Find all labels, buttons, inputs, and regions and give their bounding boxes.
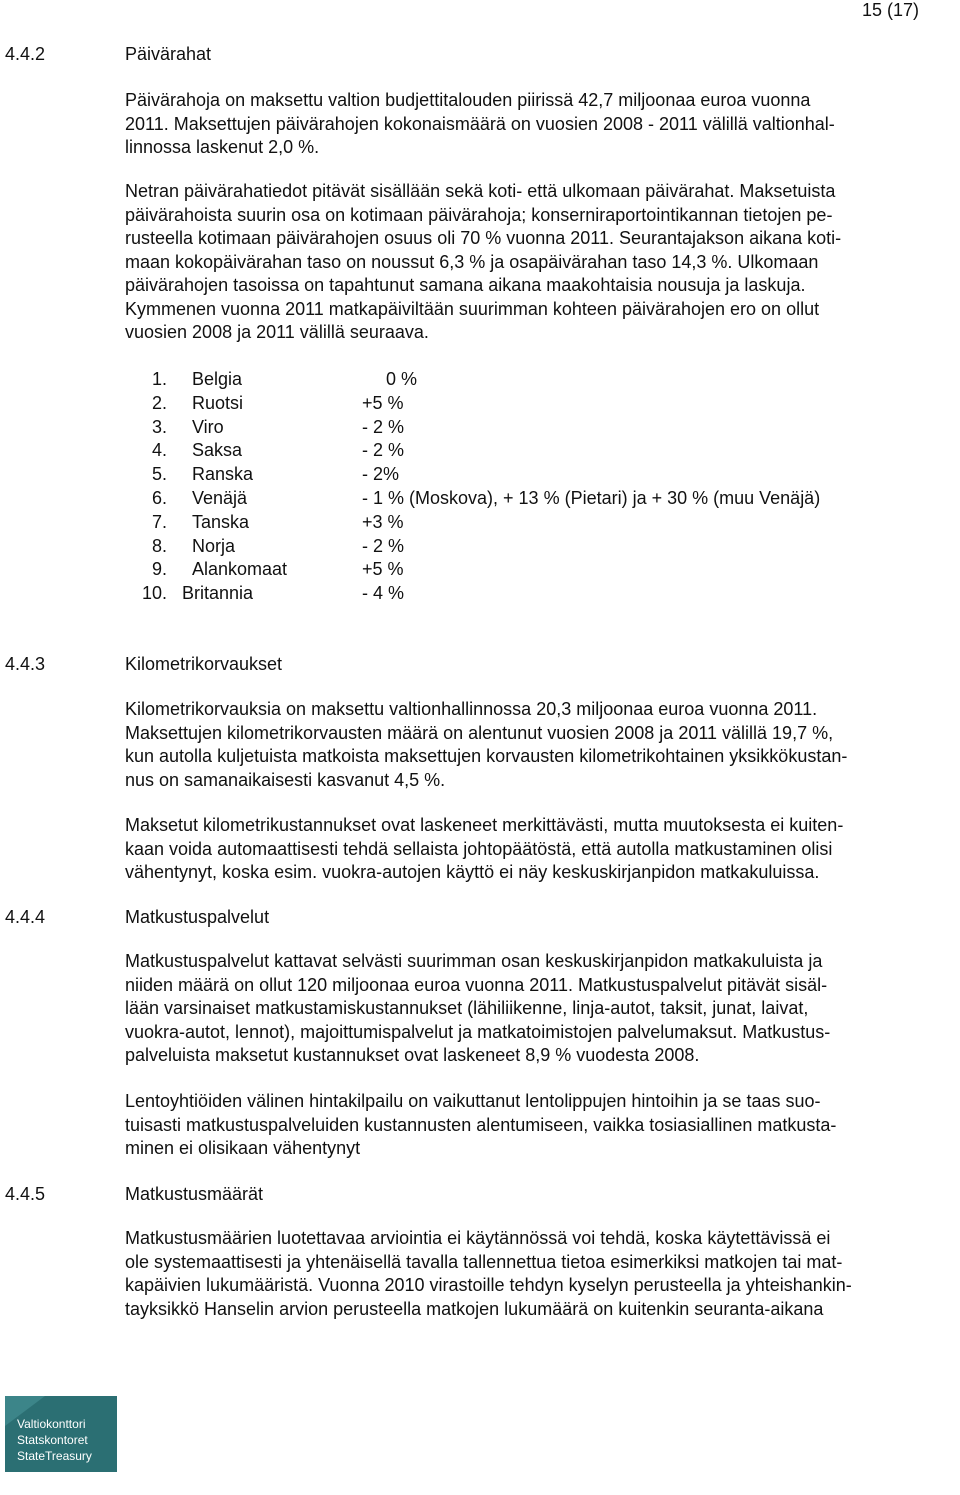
list-change: - 1 % (Moskova), + 13 % (Pietari) ja + 30 % (muu Venäjä) bbox=[362, 487, 821, 508]
text-line: tuisasti matkustuspalveluiden kustannusten alentumiseen, vaikka tosiasiallinen matkusta- bbox=[125, 1114, 837, 1135]
list-item bbox=[152, 392, 820, 416]
list-number: 7. bbox=[152, 511, 168, 532]
list-country: Belgia bbox=[192, 369, 243, 389]
list-change: +5 % bbox=[362, 559, 404, 580]
text-line: Kymmenen vuonna 2011 matkapäiviltään suurimman kohteen päivärahojen ero on ollut bbox=[125, 298, 820, 319]
list-item bbox=[142, 582, 820, 606]
list-change: - 2 % bbox=[362, 440, 405, 461]
text-line: nus on samanaikaisesti kasvanut 4,5 %. bbox=[125, 769, 446, 790]
list-country: Viro bbox=[192, 416, 224, 437]
text-line: rusteella kotimaan päivärahojen osuus oli 70 % vuonna 2011. Seurantajakson aikana koti- bbox=[125, 228, 842, 248]
text-line: ole systemaattisesti ja yhtenäisellä tavalla tallennettua tietoa esimerkiksi matkojen tai mat- bbox=[125, 1251, 843, 1272]
text-line: palveluista maksetut kustannukset ovat laskeneet 8,9 % vuodesta 2008. bbox=[125, 1045, 700, 1065]
list-item bbox=[152, 416, 820, 440]
logo-line: Statskontoret bbox=[17, 1433, 88, 1447]
list-change: +3 % bbox=[362, 511, 404, 532]
text-line: kun autolla kuljetuista matkoista maksettujen korvausten kilometrikohtainen yksikkökustan- bbox=[125, 746, 848, 766]
section-heading-matkustuspalvelut bbox=[5, 906, 269, 928]
state-treasury-logo bbox=[5, 1396, 117, 1472]
paragraph-matkustuspalvelut-2 bbox=[125, 1090, 836, 1161]
text-line: linnossa laskenut 2,0 %. bbox=[125, 137, 320, 157]
list-number: 8. bbox=[152, 535, 168, 556]
list-country: Ruotsi bbox=[192, 392, 244, 413]
list-number: 6. bbox=[152, 487, 168, 508]
list-change: - 2 % bbox=[362, 416, 405, 437]
text-line: vuokra-autot, lennot), majoittumispalvelut ja matkatoimistojen palvelumaksut. Matkustus- bbox=[125, 1021, 831, 1042]
section-title: Päivärahat bbox=[125, 44, 212, 64]
text-line: tayksikkö Hanselin arvion perusteella matkojen lukumäärä on kuitenkin seuranta-aikana bbox=[125, 1298, 824, 1319]
list-number: 10. bbox=[142, 583, 168, 604]
text-line: kaan voida automaattisesti tehdä sellaista johtopäätöstä, että autolla matkustaminen olisi bbox=[125, 838, 833, 859]
list-country: Alankomaat bbox=[192, 559, 288, 580]
section-number: 4.4.3 bbox=[5, 654, 46, 674]
page-number: 15 (17) bbox=[862, 0, 920, 20]
list-item bbox=[152, 487, 820, 511]
list-item bbox=[152, 439, 820, 463]
text-line: Maksettujen kilometrikorvausten määrä on alentunut vuosien 2008 ja 2011 välillä 19,7 %, bbox=[125, 722, 834, 743]
text-line: maan kokopäivärahan taso on noussut 6,3 % ja osapäivärahan taso 14,3 %. Ulkomaan bbox=[125, 251, 819, 272]
text-line: päivärahojen tasoissa on tapahtunut samana aikana maakohtaisia nousuja ja laskuja. bbox=[125, 275, 806, 295]
text-line: vuosien 2008 ja 2011 välillä seuraava. bbox=[125, 322, 429, 342]
text-line: Kilometrikorvauksia on maksettu valtionhallinnossa 20,3 miljoonaa euroa vuonna 2011. bbox=[125, 699, 818, 719]
text-line: Päivärahoja on maksettu valtion budjettitalouden piirissä 42,7 miljoonaa euroa vuonna bbox=[125, 90, 811, 110]
section-title: Kilometrikorvaukset bbox=[125, 654, 283, 674]
list-item bbox=[152, 535, 820, 559]
section-number: 4.4.5 bbox=[5, 1184, 46, 1204]
text-line: kapäivien lukumääristä. Vuonna 2010 virastoille tehdyn kyselyn perusteella ja yhteishankin- bbox=[125, 1275, 852, 1295]
list-number: 9. bbox=[152, 559, 168, 580]
section-number: 4.4.4 bbox=[5, 907, 46, 927]
section-heading-matkustusmaarat bbox=[5, 1183, 263, 1205]
list-number: 3. bbox=[152, 416, 168, 437]
paragraph-matkustusmaarat-1 bbox=[125, 1227, 852, 1321]
text-line: niiden määrä on ollut 120 miljoonaa euroa vuonna 2011. Matkustuspalvelut pitävät sisäl- bbox=[125, 974, 828, 995]
list-change: +5 % bbox=[362, 392, 404, 413]
paragraph-matkustuspalvelut-1 bbox=[125, 950, 830, 1068]
list-item bbox=[152, 368, 820, 392]
list-country: Britannia bbox=[182, 583, 254, 604]
list-change: 0 % bbox=[386, 369, 418, 389]
text-line: Maksetut kilometrikustannukset ovat laskeneet merkittävästi, mutta muutoksesta ei kuiten- bbox=[125, 815, 844, 835]
list-number: 5. bbox=[152, 464, 168, 485]
logo-line: StateTreasury bbox=[17, 1449, 92, 1463]
paragraph-paivarahat-1 bbox=[125, 89, 835, 160]
list-country: Tanska bbox=[192, 511, 250, 532]
list-country: Saksa bbox=[192, 440, 243, 461]
list-number: 4. bbox=[152, 440, 168, 461]
list-item bbox=[152, 511, 820, 535]
text-line: Matkustusmäärien luotettavaa arviointia ei käytännössä voi tehdä, koska käytettävissä ei bbox=[125, 1228, 831, 1248]
list-change: - 2 % bbox=[362, 535, 405, 556]
section-heading-kilometrikorvaukset bbox=[5, 653, 282, 675]
paragraph-kilometrikorvaukset-2 bbox=[125, 814, 843, 885]
list-item bbox=[152, 463, 820, 487]
list-number: 1. bbox=[152, 369, 168, 389]
section-title: Matkustusmäärät bbox=[125, 1184, 264, 1204]
text-line: minen ei olisikaan vähentynyt bbox=[125, 1138, 361, 1158]
paragraph-kilometrikorvaukset-1 bbox=[125, 698, 847, 792]
list-number: 2. bbox=[152, 392, 168, 413]
text-line: lään varsinaiset matkustamiskustannukset (lähiliikenne, linja-autot, taksit, junat, laivat, bbox=[125, 998, 809, 1018]
text-line: päivärahoista suurin osa on kotimaan päivärahoja; konserniraportointikannan tietojen pe- bbox=[125, 204, 833, 225]
text-line: 2011. Maksettujen päivärahojen kokonaismäärä on vuosien 2008 - 2011 välillä valtionhal- bbox=[125, 113, 835, 134]
list-country: Venäjä bbox=[192, 487, 248, 508]
list-country: Norja bbox=[192, 535, 236, 556]
logo-line: Valtiokonttori bbox=[17, 1417, 86, 1431]
list-change: - 4 % bbox=[362, 583, 405, 604]
list-country: Ranska bbox=[192, 464, 254, 485]
text-line: Lentoyhtiöiden välinen hintakilpailu on vaikuttanut lentolippujen hintoihin ja se taas suo- bbox=[125, 1091, 821, 1111]
list-item bbox=[152, 558, 820, 582]
section-heading-paivarahat bbox=[5, 43, 211, 65]
paragraph-paivarahat-2 bbox=[125, 180, 841, 345]
section-number: 4.4.2 bbox=[5, 44, 46, 64]
country-list bbox=[142, 368, 821, 606]
text-line: vähentynyt, koska esim. vuokra-autojen käyttö ei näy keskuskirjanpidon matkakuluissa. bbox=[125, 862, 820, 882]
text-line: Netran päivärahatiedot pitävät sisällään sekä koti- että ulkomaan päivärahat. Maksetuista bbox=[125, 181, 836, 201]
section-title: Matkustuspalvelut bbox=[125, 907, 270, 927]
list-change: - 2% bbox=[362, 464, 400, 485]
text-line: Matkustuspalvelut kattavat selvästi suurimman osan keskuskirjanpidon matkakuluista ja bbox=[125, 951, 823, 971]
